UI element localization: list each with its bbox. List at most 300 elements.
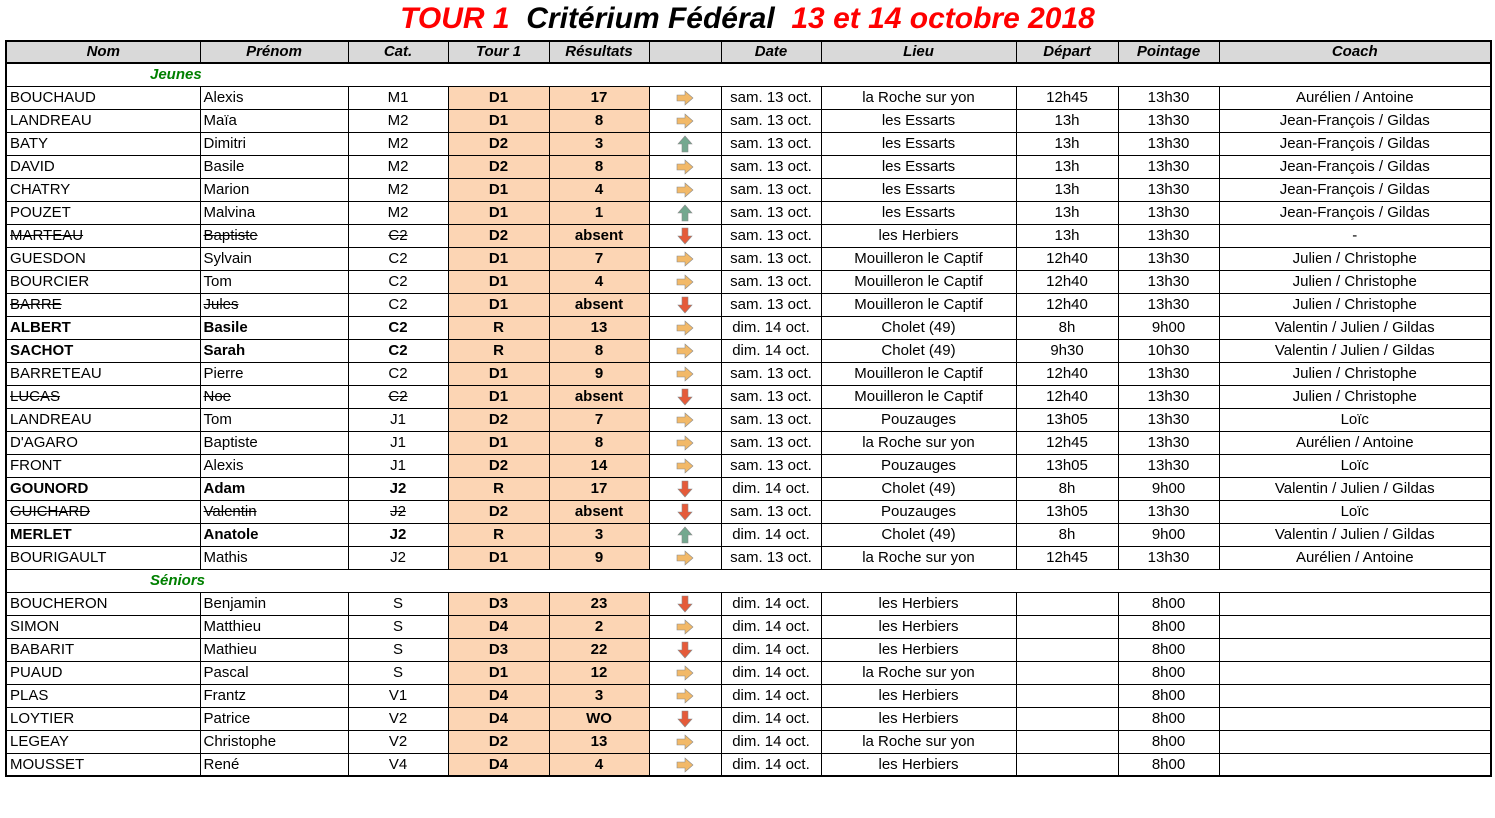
cell-lieu: Mouilleron le Captif (821, 247, 1016, 270)
cell-nom: ALBERT (6, 316, 200, 339)
col-evolution (649, 41, 721, 63)
cell-lieu: les Essarts (821, 155, 1016, 178)
cell-tour: D1 (448, 546, 549, 569)
cell-prenom: Noe (200, 385, 348, 408)
cell-cat: C2 (348, 247, 448, 270)
table-row (6, 132, 1491, 155)
cell-prenom: Valentin (200, 500, 348, 523)
cell-tour: D1 (448, 431, 549, 454)
table-row (6, 224, 1491, 247)
up-arrow-icon (676, 526, 694, 543)
cell-date: sam. 13 oct. (721, 224, 821, 247)
cell-cat: V2 (348, 730, 448, 753)
cell-evolution (649, 385, 721, 408)
cell-pointage: 8h00 (1118, 753, 1219, 776)
cell-pointage: 13h30 (1118, 546, 1219, 569)
cell-pointage: 13h30 (1118, 385, 1219, 408)
cell-nom: BOUCHERON (6, 592, 200, 615)
cell-date: sam. 13 oct. (721, 408, 821, 431)
col-lieu: Lieu (821, 41, 1016, 63)
col-nom: Nom (6, 41, 200, 63)
cell-cat: C2 (348, 224, 448, 247)
table-row (6, 523, 1491, 546)
page-title (0, 0, 1495, 40)
table-row (6, 86, 1491, 109)
cell-depart: 13h (1016, 132, 1118, 155)
header-row (6, 41, 1491, 63)
cell-pointage: 9h00 (1118, 523, 1219, 546)
cell-nom: MOUSSET (6, 753, 200, 776)
cell-coach (1219, 707, 1491, 730)
cell-tour: D2 (448, 408, 549, 431)
cell-cat: M2 (348, 109, 448, 132)
cell-prenom: Christophe (200, 730, 348, 753)
cell-pointage: 8h00 (1118, 661, 1219, 684)
cell-date: dim. 14 oct. (721, 339, 821, 362)
cell-pointage: 13h30 (1118, 201, 1219, 224)
cell-tour: D1 (448, 201, 549, 224)
col-pointage: Pointage (1118, 41, 1219, 63)
cell-evolution (649, 661, 721, 684)
cell-nom: BABARIT (6, 638, 200, 661)
cell-resultat: 17 (549, 86, 649, 109)
cell-depart (1016, 684, 1118, 707)
table-row (6, 661, 1491, 684)
cell-depart (1016, 615, 1118, 638)
cell-pointage: 13h30 (1118, 86, 1219, 109)
cell-cat: J2 (348, 477, 448, 500)
cell-cat: C2 (348, 293, 448, 316)
table-row (6, 155, 1491, 178)
cell-date: dim. 14 oct. (721, 753, 821, 776)
cell-resultat: 23 (549, 592, 649, 615)
right-arrow-icon (676, 273, 694, 290)
cell-evolution (649, 247, 721, 270)
right-arrow-icon (676, 365, 694, 382)
cell-depart: 12h40 (1016, 293, 1118, 316)
table-row (6, 385, 1491, 408)
cell-prenom: Malvina (200, 201, 348, 224)
cell-date: sam. 13 oct. (721, 293, 821, 316)
table-row (6, 638, 1491, 661)
cell-date: sam. 13 oct. (721, 178, 821, 201)
cell-lieu: Mouilleron le Captif (821, 270, 1016, 293)
table-row (6, 546, 1491, 569)
right-arrow-icon (676, 112, 694, 129)
cell-pointage: 13h30 (1118, 224, 1219, 247)
down-arrow-icon (676, 480, 694, 497)
right-arrow-icon (676, 181, 694, 198)
cell-evolution (649, 431, 721, 454)
cell-cat: J2 (348, 546, 448, 569)
cell-coach: Jean-François / Gildas (1219, 155, 1491, 178)
cell-cat: J1 (348, 408, 448, 431)
right-arrow-icon (676, 158, 694, 175)
section-label: Jeunes (6, 63, 1491, 86)
right-arrow-icon (676, 250, 694, 267)
cell-date: dim. 14 oct. (721, 592, 821, 615)
table-row (6, 684, 1491, 707)
cell-resultat: 8 (549, 339, 649, 362)
cell-lieu: la Roche sur yon (821, 431, 1016, 454)
cell-pointage: 13h30 (1118, 132, 1219, 155)
cell-tour: D2 (448, 224, 549, 247)
cell-depart: 13h (1016, 201, 1118, 224)
cell-date: dim. 14 oct. (721, 707, 821, 730)
cell-lieu: les Herbiers (821, 684, 1016, 707)
col-date: Date (721, 41, 821, 63)
col-depart: Départ (1016, 41, 1118, 63)
cell-lieu: les Herbiers (821, 753, 1016, 776)
cell-cat: S (348, 638, 448, 661)
table-row (6, 408, 1491, 431)
cell-evolution (649, 109, 721, 132)
cell-resultat: 4 (549, 753, 649, 776)
cell-evolution (649, 155, 721, 178)
cell-date: sam. 13 oct. (721, 201, 821, 224)
cell-nom: DAVID (6, 155, 200, 178)
cell-cat: V4 (348, 753, 448, 776)
cell-depart (1016, 730, 1118, 753)
cell-cat: J2 (348, 523, 448, 546)
cell-date: dim. 14 oct. (721, 730, 821, 753)
cell-coach: Jean-François / Gildas (1219, 109, 1491, 132)
section-row (6, 569, 1491, 592)
cell-depart (1016, 661, 1118, 684)
cell-depart (1016, 753, 1118, 776)
down-arrow-icon (676, 503, 694, 520)
cell-depart: 13h (1016, 155, 1118, 178)
down-arrow-icon (676, 227, 694, 244)
cell-resultat: 22 (549, 638, 649, 661)
cell-prenom: Marion (200, 178, 348, 201)
cell-date: dim. 14 oct. (721, 661, 821, 684)
col-cat: Cat. (348, 41, 448, 63)
cell-lieu: Cholet (49) (821, 523, 1016, 546)
cell-resultat: 12 (549, 661, 649, 684)
cell-resultat: 17 (549, 477, 649, 500)
cell-resultat: absent (549, 293, 649, 316)
cell-evolution (649, 546, 721, 569)
cell-nom: PLAS (6, 684, 200, 707)
cell-depart: 13h (1016, 178, 1118, 201)
table-row (6, 592, 1491, 615)
cell-pointage: 13h30 (1118, 109, 1219, 132)
cell-cat: J2 (348, 500, 448, 523)
cell-depart: 12h45 (1016, 431, 1118, 454)
cell-lieu: Mouilleron le Captif (821, 385, 1016, 408)
cell-lieu: Pouzauges (821, 408, 1016, 431)
table-row (6, 477, 1491, 500)
cell-tour: D3 (448, 638, 549, 661)
cell-nom: BOURIGAULT (6, 546, 200, 569)
col-prenom: Prénom (200, 41, 348, 63)
cell-evolution (649, 684, 721, 707)
cell-pointage: 13h30 (1118, 178, 1219, 201)
cell-coach: Loïc (1219, 408, 1491, 431)
cell-depart: 8h (1016, 523, 1118, 546)
cell-depart: 13h05 (1016, 408, 1118, 431)
cell-date: sam. 13 oct. (721, 270, 821, 293)
cell-lieu: les Essarts (821, 109, 1016, 132)
cell-evolution (649, 224, 721, 247)
cell-prenom: Basile (200, 155, 348, 178)
cell-depart: 13h05 (1016, 500, 1118, 523)
cell-depart (1016, 638, 1118, 661)
cell-pointage: 8h00 (1118, 615, 1219, 638)
cell-evolution (649, 730, 721, 753)
cell-lieu: les Herbiers (821, 638, 1016, 661)
cell-lieu: la Roche sur yon (821, 546, 1016, 569)
cell-depart: 13h05 (1016, 454, 1118, 477)
table-row (6, 178, 1491, 201)
cell-prenom: Patrice (200, 707, 348, 730)
cell-pointage: 13h30 (1118, 454, 1219, 477)
cell-lieu: les Essarts (821, 132, 1016, 155)
down-arrow-icon (676, 595, 694, 612)
table-row (6, 270, 1491, 293)
cell-coach: Jean-François / Gildas (1219, 178, 1491, 201)
cell-nom: BOURCIER (6, 270, 200, 293)
cell-date: sam. 13 oct. (721, 109, 821, 132)
cell-nom: SIMON (6, 615, 200, 638)
cell-nom: SACHOT (6, 339, 200, 362)
cell-tour: D1 (448, 270, 549, 293)
cell-date: sam. 13 oct. (721, 431, 821, 454)
cell-cat: M2 (348, 155, 448, 178)
cell-coach: Julien / Christophe (1219, 270, 1491, 293)
cell-pointage: 8h00 (1118, 730, 1219, 753)
right-arrow-icon (676, 756, 694, 773)
cell-evolution (649, 132, 721, 155)
cell-prenom: Alexis (200, 454, 348, 477)
cell-date: dim. 14 oct. (721, 638, 821, 661)
right-arrow-icon (676, 342, 694, 359)
cell-lieu: Pouzauges (821, 454, 1016, 477)
cell-prenom: Anatole (200, 523, 348, 546)
right-arrow-icon (676, 319, 694, 336)
cell-tour: D1 (448, 293, 549, 316)
cell-prenom: Sarah (200, 339, 348, 362)
cell-lieu: les Essarts (821, 201, 1016, 224)
cell-resultat: 7 (549, 247, 649, 270)
cell-evolution (649, 408, 721, 431)
cell-nom: BOUCHAUD (6, 86, 200, 109)
cell-resultat: 3 (549, 132, 649, 155)
cell-resultat: 13 (549, 316, 649, 339)
cell-prenom: Pascal (200, 661, 348, 684)
cell-cat: C2 (348, 385, 448, 408)
cell-tour: R (448, 523, 549, 546)
cell-lieu: Cholet (49) (821, 316, 1016, 339)
table-row (6, 454, 1491, 477)
cell-prenom: Baptiste (200, 431, 348, 454)
down-arrow-icon (676, 641, 694, 658)
cell-nom: MARTEAU (6, 224, 200, 247)
cell-nom: D'AGARO (6, 431, 200, 454)
cell-cat: S (348, 615, 448, 638)
right-arrow-icon (676, 411, 694, 428)
cell-evolution (649, 477, 721, 500)
cell-prenom: René (200, 753, 348, 776)
cell-nom: GUICHARD (6, 500, 200, 523)
cell-lieu: les Herbiers (821, 224, 1016, 247)
up-arrow-icon (676, 135, 694, 152)
cell-cat: M1 (348, 86, 448, 109)
section-row (6, 63, 1491, 86)
cell-lieu: les Essarts (821, 178, 1016, 201)
cell-resultat: 3 (549, 523, 649, 546)
table-row (6, 707, 1491, 730)
cell-depart: 12h40 (1016, 385, 1118, 408)
cell-cat: J1 (348, 454, 448, 477)
down-arrow-icon (676, 296, 694, 313)
right-arrow-icon (676, 549, 694, 566)
cell-evolution (649, 316, 721, 339)
table-row (6, 339, 1491, 362)
cell-tour: D2 (448, 500, 549, 523)
cell-prenom: Dimitri (200, 132, 348, 155)
cell-tour: R (448, 339, 549, 362)
cell-tour: D4 (448, 707, 549, 730)
cell-evolution (649, 293, 721, 316)
cell-resultat: absent (549, 385, 649, 408)
cell-lieu: la Roche sur yon (821, 86, 1016, 109)
cell-cat: C2 (348, 316, 448, 339)
section-label: Séniors (6, 569, 1491, 592)
cell-nom: BARRETEAU (6, 362, 200, 385)
cell-coach: Julien / Christophe (1219, 362, 1491, 385)
cell-coach: Valentin / Julien / Gildas (1219, 477, 1491, 500)
cell-tour: D2 (448, 155, 549, 178)
cell-prenom: Basile (200, 316, 348, 339)
table-row (6, 293, 1491, 316)
cell-lieu: les Herbiers (821, 592, 1016, 615)
cell-lieu: Mouilleron le Captif (821, 293, 1016, 316)
cell-coach (1219, 753, 1491, 776)
cell-coach: - (1219, 224, 1491, 247)
cell-lieu: Cholet (49) (821, 339, 1016, 362)
cell-resultat: 1 (549, 201, 649, 224)
cell-tour: D2 (448, 730, 549, 753)
cell-resultat: 4 (549, 270, 649, 293)
cell-resultat: 8 (549, 109, 649, 132)
cell-nom: LANDREAU (6, 109, 200, 132)
cell-cat: C2 (348, 339, 448, 362)
right-arrow-icon (676, 664, 694, 681)
right-arrow-icon (676, 733, 694, 750)
cell-nom: BARRE (6, 293, 200, 316)
cell-coach: Julien / Christophe (1219, 293, 1491, 316)
cell-nom: FRONT (6, 454, 200, 477)
cell-resultat: 8 (549, 431, 649, 454)
cell-pointage: 13h30 (1118, 408, 1219, 431)
cell-coach (1219, 730, 1491, 753)
cell-resultat: 4 (549, 178, 649, 201)
cell-coach: Julien / Christophe (1219, 247, 1491, 270)
table-row (6, 431, 1491, 454)
cell-depart: 12h40 (1016, 362, 1118, 385)
table-row (6, 615, 1491, 638)
cell-prenom: Tom (200, 270, 348, 293)
cell-evolution (649, 707, 721, 730)
cell-depart: 12h40 (1016, 247, 1118, 270)
cell-nom: LEGEAY (6, 730, 200, 753)
cell-date: sam. 13 oct. (721, 454, 821, 477)
cell-evolution (649, 500, 721, 523)
cell-pointage: 13h30 (1118, 270, 1219, 293)
cell-coach (1219, 592, 1491, 615)
cell-evolution (649, 362, 721, 385)
down-arrow-icon (676, 388, 694, 405)
cell-coach: Aurélien / Antoine (1219, 431, 1491, 454)
cell-tour: D1 (448, 86, 549, 109)
cell-pointage: 9h00 (1118, 316, 1219, 339)
cell-pointage: 10h30 (1118, 339, 1219, 362)
cell-resultat: 13 (549, 730, 649, 753)
cell-nom: LUCAS (6, 385, 200, 408)
cell-evolution (649, 592, 721, 615)
cell-prenom: Alexis (200, 86, 348, 109)
cell-lieu: Cholet (49) (821, 477, 1016, 500)
table-row (6, 247, 1491, 270)
cell-evolution (649, 523, 721, 546)
cell-coach: Aurélien / Antoine (1219, 86, 1491, 109)
cell-prenom: Frantz (200, 684, 348, 707)
cell-cat: M2 (348, 178, 448, 201)
cell-nom: POUZET (6, 201, 200, 224)
right-arrow-icon (676, 89, 694, 106)
cell-depart (1016, 592, 1118, 615)
cell-date: sam. 13 oct. (721, 546, 821, 569)
cell-depart: 12h45 (1016, 86, 1118, 109)
cell-nom: CHATRY (6, 178, 200, 201)
cell-resultat: absent (549, 224, 649, 247)
cell-lieu: la Roche sur yon (821, 661, 1016, 684)
cell-resultat: 9 (549, 362, 649, 385)
cell-nom: GOUNORD (6, 477, 200, 500)
cell-evolution (649, 201, 721, 224)
cell-coach (1219, 661, 1491, 684)
cell-prenom: Maïa (200, 109, 348, 132)
cell-cat: S (348, 592, 448, 615)
cell-lieu: Pouzauges (821, 500, 1016, 523)
cell-prenom: Adam (200, 477, 348, 500)
cell-nom: MERLET (6, 523, 200, 546)
title-competition: Critérium Fédéral (526, 2, 775, 35)
cell-prenom: Baptiste (200, 224, 348, 247)
cell-date: sam. 13 oct. (721, 362, 821, 385)
cell-nom: LOYTIER (6, 707, 200, 730)
cell-pointage: 13h30 (1118, 293, 1219, 316)
cell-tour: D4 (448, 684, 549, 707)
cell-tour: D2 (448, 454, 549, 477)
col-tour: Tour 1 (448, 41, 549, 63)
cell-evolution (649, 638, 721, 661)
cell-pointage: 8h00 (1118, 638, 1219, 661)
cell-nom: BATY (6, 132, 200, 155)
cell-date: sam. 13 oct. (721, 500, 821, 523)
cell-resultat: 7 (549, 408, 649, 431)
cell-pointage: 13h30 (1118, 155, 1219, 178)
table-row (6, 316, 1491, 339)
cell-coach: Julien / Christophe (1219, 385, 1491, 408)
cell-date: sam. 13 oct. (721, 132, 821, 155)
cell-coach: Loïc (1219, 454, 1491, 477)
cell-coach (1219, 615, 1491, 638)
cell-tour: D1 (448, 661, 549, 684)
cell-depart: 12h45 (1016, 546, 1118, 569)
